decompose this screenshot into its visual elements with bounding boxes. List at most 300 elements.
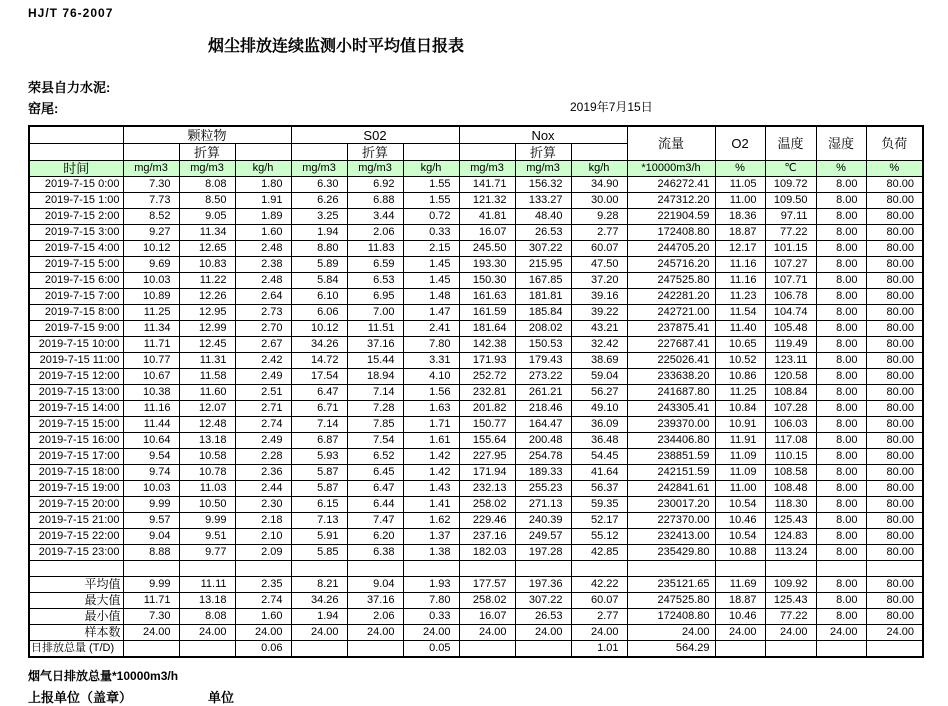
value-cell: 6.44	[347, 497, 403, 513]
value-cell: 1.60	[235, 225, 291, 241]
daily-total-label: 日排放总量 (T/D)	[29, 641, 123, 658]
value-cell: 201.82	[459, 401, 515, 417]
value-cell: 171.94	[459, 465, 515, 481]
value-cell: 179.43	[515, 353, 571, 369]
value-cell: 1.94	[291, 225, 347, 241]
value-cell: 8.00	[816, 273, 866, 289]
company-name: 荣县自力水泥:	[28, 80, 111, 95]
summary-row	[29, 609, 923, 625]
value-cell: 117.08	[765, 433, 816, 449]
summary-value-cell: 37.16	[347, 593, 403, 609]
value-cell: 249.57	[515, 529, 571, 545]
value-cell: 221904.59	[627, 209, 715, 225]
value-cell: 97.11	[765, 209, 816, 225]
unit-label: 单位	[208, 690, 235, 705]
value-cell: 6.71	[291, 401, 347, 417]
data-row	[29, 289, 923, 305]
unit-cell: %	[866, 161, 923, 177]
summary-label: 样本数	[29, 625, 123, 641]
value-cell: 8.88	[123, 545, 179, 561]
value-cell: 241687.80	[627, 385, 715, 401]
value-cell: 245.50	[459, 241, 515, 257]
value-cell: 80.00	[866, 337, 923, 353]
unit-cell: %	[816, 161, 866, 177]
value-cell: 2.67	[235, 337, 291, 353]
value-cell: 8.00	[816, 417, 866, 433]
value-cell: 2.71	[235, 401, 291, 417]
data-row	[29, 513, 923, 529]
value-cell: 80.00	[866, 465, 923, 481]
value-cell: 1.38	[403, 545, 459, 561]
value-cell: 1.80	[235, 177, 291, 193]
value-cell: 11.23	[715, 289, 765, 305]
value-cell: 6.59	[347, 257, 403, 273]
summary-value-cell: 16.07	[459, 609, 515, 625]
time-cell: 2019-7-15 11:00	[29, 353, 123, 369]
value-cell: 242721.00	[627, 305, 715, 321]
value-cell: 172408.80	[627, 225, 715, 241]
summary-value-cell: 8.08	[179, 609, 235, 625]
footer	[28, 667, 948, 703]
value-cell: 8.00	[816, 305, 866, 321]
summary-label: 最小值	[29, 609, 123, 625]
data-row	[29, 337, 923, 353]
summary-value-cell: 11.11	[179, 577, 235, 593]
summary-value-cell: 247525.80	[627, 593, 715, 609]
value-cell: 36.48	[571, 433, 627, 449]
subline	[28, 98, 948, 114]
time-cell: 2019-7-15 2:00	[29, 209, 123, 225]
value-cell: 208.02	[515, 321, 571, 337]
summary-value-cell: 197.36	[515, 577, 571, 593]
value-cell: 10.50	[179, 497, 235, 513]
value-cell: 16.07	[459, 225, 515, 241]
value-cell: 106.03	[765, 417, 816, 433]
value-cell: 232.13	[459, 481, 515, 497]
value-cell: 39.16	[571, 289, 627, 305]
summary-value-cell: 10.46	[715, 609, 765, 625]
summary-value-cell	[715, 641, 765, 658]
spacer-cell	[459, 144, 515, 161]
value-cell: 1.43	[403, 481, 459, 497]
value-cell: 12.48	[179, 417, 235, 433]
value-cell: 2.49	[235, 433, 291, 449]
doc-standard-code: HJ/T 76-2007	[28, 6, 114, 20]
value-cell: 8.00	[816, 513, 866, 529]
value-cell: 104.74	[765, 305, 816, 321]
value-cell: 2.48	[235, 273, 291, 289]
summary-value-cell: 24.00	[571, 625, 627, 641]
value-cell: 2.74	[235, 417, 291, 433]
value-cell: 10.46	[715, 513, 765, 529]
unit-cell: mg/m3	[347, 161, 403, 177]
empty-cell	[571, 561, 627, 577]
value-cell: 80.00	[866, 193, 923, 209]
value-cell: 9.54	[123, 449, 179, 465]
value-cell: 2.18	[235, 513, 291, 529]
summary-label: 最大值	[29, 593, 123, 609]
summary-value-cell: 109.92	[765, 577, 816, 593]
value-cell: 6.95	[347, 289, 403, 305]
value-cell: 10.77	[123, 353, 179, 369]
summary-value-cell: 1.01	[571, 641, 627, 658]
value-cell: 7.73	[123, 193, 179, 209]
value-cell: 113.24	[765, 545, 816, 561]
value-cell: 8.08	[179, 177, 235, 193]
value-cell: 232413.00	[627, 529, 715, 545]
data-row	[29, 529, 923, 545]
unit-cell: mg/m3	[123, 161, 179, 177]
value-cell: 108.58	[765, 465, 816, 481]
value-cell: 237.16	[459, 529, 515, 545]
value-cell: 133.27	[515, 193, 571, 209]
converted-subheader: 折算	[179, 144, 235, 161]
value-cell: 6.53	[347, 273, 403, 289]
value-cell: 141.71	[459, 177, 515, 193]
value-cell: 48.40	[515, 209, 571, 225]
empty-cell	[403, 561, 459, 577]
value-cell: 11.05	[715, 177, 765, 193]
value-cell: 109.72	[765, 177, 816, 193]
value-cell: 108.48	[765, 481, 816, 497]
summary-value-cell: 24.00	[816, 625, 866, 641]
value-cell: 7.00	[347, 305, 403, 321]
value-cell: 5.85	[291, 545, 347, 561]
empty-cell	[179, 561, 235, 577]
summary-value-cell: 1.93	[403, 577, 459, 593]
value-cell: 10.03	[123, 481, 179, 497]
value-cell: 1.61	[403, 433, 459, 449]
value-cell: 8.00	[816, 545, 866, 561]
unit-cell: kg/h	[403, 161, 459, 177]
value-cell: 150.77	[459, 417, 515, 433]
converted-subheader: 折算	[347, 144, 403, 161]
value-cell: 15.44	[347, 353, 403, 369]
summary-value-cell: 235121.65	[627, 577, 715, 593]
summary-value-cell	[459, 641, 515, 658]
value-cell: 5.87	[291, 481, 347, 497]
empty-cell	[627, 561, 715, 577]
value-cell: 80.00	[866, 449, 923, 465]
summary-value-cell: 9.04	[347, 577, 403, 593]
value-cell: 171.93	[459, 353, 515, 369]
summary-value-cell: 13.18	[179, 593, 235, 609]
value-cell: 2.49	[235, 369, 291, 385]
summary-value-cell	[816, 641, 866, 658]
value-cell: 185.84	[515, 305, 571, 321]
value-cell: 7.30	[123, 177, 179, 193]
value-cell: 2.10	[235, 529, 291, 545]
value-cell: 246272.41	[627, 177, 715, 193]
value-cell: 12.07	[179, 401, 235, 417]
value-cell: 105.48	[765, 321, 816, 337]
value-cell: 11.16	[715, 273, 765, 289]
summary-value-cell: 8.00	[816, 609, 866, 625]
value-cell: 8.80	[291, 241, 347, 257]
column-header: 流量	[627, 126, 715, 161]
value-cell: 37.20	[571, 273, 627, 289]
summary-row	[29, 577, 923, 593]
value-cell: 2.70	[235, 321, 291, 337]
value-cell: 80.00	[866, 353, 923, 369]
summary-value-cell: 8.21	[291, 577, 347, 593]
value-cell: 225026.41	[627, 353, 715, 369]
value-cell: 2.51	[235, 385, 291, 401]
summary-value-cell: 125.43	[765, 593, 816, 609]
value-cell: 123.11	[765, 353, 816, 369]
value-cell: 106.78	[765, 289, 816, 305]
value-cell: 2.28	[235, 449, 291, 465]
value-cell: 2.06	[347, 225, 403, 241]
unit-cell: mg/m3	[179, 161, 235, 177]
value-cell: 101.15	[765, 241, 816, 257]
value-cell: 59.35	[571, 497, 627, 513]
value-cell: 197.28	[515, 545, 571, 561]
value-cell: 232.81	[459, 385, 515, 401]
summary-value-cell: 0.33	[403, 609, 459, 625]
value-cell: 8.00	[816, 529, 866, 545]
unit-cell: kg/h	[235, 161, 291, 177]
summary-value-cell: 24.00	[235, 625, 291, 641]
value-cell: 8.52	[123, 209, 179, 225]
value-cell: 10.83	[179, 257, 235, 273]
value-cell: 6.88	[347, 193, 403, 209]
value-cell: 56.27	[571, 385, 627, 401]
value-cell: 200.48	[515, 433, 571, 449]
value-cell: 10.91	[715, 417, 765, 433]
corner-cell	[29, 126, 123, 144]
data-row	[29, 433, 923, 449]
value-cell: 80.00	[866, 385, 923, 401]
value-cell: 10.12	[291, 321, 347, 337]
column-header: O2	[715, 126, 765, 161]
value-cell: 80.00	[866, 417, 923, 433]
value-cell: 11.03	[179, 481, 235, 497]
summary-value-cell: 177.57	[459, 577, 515, 593]
value-cell: 10.65	[715, 337, 765, 353]
column-header: 湿度	[816, 126, 866, 161]
data-row	[29, 273, 923, 289]
value-cell: 5.87	[291, 465, 347, 481]
value-cell: 307.22	[515, 241, 571, 257]
summary-value-cell: 24.00	[515, 625, 571, 641]
value-cell: 8.00	[816, 241, 866, 257]
time-cell: 2019-7-15 14:00	[29, 401, 123, 417]
summary-value-cell: 11.69	[715, 577, 765, 593]
value-cell: 10.89	[123, 289, 179, 305]
value-cell: 242281.20	[627, 289, 715, 305]
summary-value-cell: 8.00	[816, 577, 866, 593]
value-cell: 121.32	[459, 193, 515, 209]
summary-value-cell: 24.00	[403, 625, 459, 641]
value-cell: 240.39	[515, 513, 571, 529]
value-cell: 7.47	[347, 513, 403, 529]
value-cell: 56.37	[571, 481, 627, 497]
value-cell: 233638.20	[627, 369, 715, 385]
value-cell: 11.31	[179, 353, 235, 369]
value-cell: 77.22	[765, 225, 816, 241]
value-cell: 218.46	[515, 401, 571, 417]
empty-cell	[816, 561, 866, 577]
reporting-unit-label: 上报单位（盖章）	[28, 690, 133, 705]
value-cell: 1.62	[403, 513, 459, 529]
value-cell: 18.36	[715, 209, 765, 225]
empty-cell	[347, 561, 403, 577]
value-cell: 11.09	[715, 449, 765, 465]
value-cell: 5.84	[291, 273, 347, 289]
value-cell: 9.77	[179, 545, 235, 561]
value-cell: 1.48	[403, 289, 459, 305]
value-cell: 271.13	[515, 497, 571, 513]
value-cell: 155.64	[459, 433, 515, 449]
value-cell: 34.90	[571, 177, 627, 193]
value-cell: 9.74	[123, 465, 179, 481]
value-cell: 109.50	[765, 193, 816, 209]
value-cell: 4.10	[403, 369, 459, 385]
spacer-row	[29, 561, 923, 577]
value-cell: 6.47	[291, 385, 347, 401]
value-cell: 1.42	[403, 465, 459, 481]
value-cell: 37.16	[347, 337, 403, 353]
summary-value-cell: 77.22	[765, 609, 816, 625]
summary-value-cell: 258.02	[459, 593, 515, 609]
summary-value-cell	[291, 641, 347, 658]
value-cell: 181.64	[459, 321, 515, 337]
value-cell: 2.38	[235, 257, 291, 273]
value-cell: 10.78	[179, 465, 235, 481]
empty-cell	[235, 561, 291, 577]
data-row	[29, 465, 923, 481]
value-cell: 80.00	[866, 225, 923, 241]
value-cell: 8.00	[816, 209, 866, 225]
value-cell: 80.00	[866, 497, 923, 513]
time-cell: 2019-7-15 23:00	[29, 545, 123, 561]
value-cell: 12.99	[179, 321, 235, 337]
time-cell: 2019-7-15 17:00	[29, 449, 123, 465]
value-cell: 11.40	[715, 321, 765, 337]
data-row	[29, 449, 923, 465]
monitor-location: 窑尾:	[28, 101, 59, 116]
value-cell: 7.14	[347, 385, 403, 401]
value-cell: 11.51	[347, 321, 403, 337]
value-cell: 8.00	[816, 369, 866, 385]
data-row	[29, 321, 923, 337]
time-cell: 2019-7-15 5:00	[29, 257, 123, 273]
value-cell: 10.54	[715, 529, 765, 545]
value-cell: 1.45	[403, 257, 459, 273]
value-cell: 36.09	[571, 417, 627, 433]
data-row	[29, 369, 923, 385]
value-cell: 261.21	[515, 385, 571, 401]
value-cell: 2.09	[235, 545, 291, 561]
value-cell: 6.15	[291, 497, 347, 513]
value-cell: 247525.80	[627, 273, 715, 289]
summary-value-cell: 7.30	[123, 609, 179, 625]
value-cell: 1.63	[403, 401, 459, 417]
value-cell: 11.44	[123, 417, 179, 433]
value-cell: 3.31	[403, 353, 459, 369]
value-cell: 54.45	[571, 449, 627, 465]
value-cell: 10.03	[123, 273, 179, 289]
value-cell: 10.38	[123, 385, 179, 401]
value-cell: 8.00	[816, 177, 866, 193]
value-cell: 8.00	[816, 289, 866, 305]
summary-value-cell: 2.06	[347, 609, 403, 625]
value-cell: 80.00	[866, 321, 923, 337]
value-cell: 11.09	[715, 465, 765, 481]
data-row	[29, 417, 923, 433]
value-cell: 110.15	[765, 449, 816, 465]
value-cell: 243305.41	[627, 401, 715, 417]
value-cell: 5.89	[291, 257, 347, 273]
value-cell: 182.03	[459, 545, 515, 561]
value-cell: 242151.59	[627, 465, 715, 481]
value-cell: 2.15	[403, 241, 459, 257]
value-cell: 8.50	[179, 193, 235, 209]
value-cell: 227370.00	[627, 513, 715, 529]
value-cell: 9.27	[123, 225, 179, 241]
time-cell: 2019-7-15 19:00	[29, 481, 123, 497]
data-row	[29, 401, 923, 417]
value-cell: 2.64	[235, 289, 291, 305]
value-cell: 119.49	[765, 337, 816, 353]
summary-value-cell: 1.94	[291, 609, 347, 625]
value-cell: 8.00	[816, 433, 866, 449]
summary-value-cell: 24.00	[765, 625, 816, 641]
time-cell: 2019-7-15 1:00	[29, 193, 123, 209]
value-cell: 1.55	[403, 177, 459, 193]
summary-value-cell: 24.00	[291, 625, 347, 641]
value-cell: 10.64	[123, 433, 179, 449]
value-cell: 9.99	[179, 513, 235, 529]
value-cell: 245716.20	[627, 257, 715, 273]
spacer-cell	[571, 144, 627, 161]
value-cell: 6.45	[347, 465, 403, 481]
value-cell: 11.22	[179, 273, 235, 289]
summary-value-cell	[347, 641, 403, 658]
value-cell: 193.30	[459, 257, 515, 273]
value-cell: 11.58	[179, 369, 235, 385]
data-row	[29, 225, 923, 241]
value-cell: 7.28	[347, 401, 403, 417]
value-cell: 43.21	[571, 321, 627, 337]
converted-subheader: 折算	[515, 144, 571, 161]
summary-value-cell: 9.99	[123, 577, 179, 593]
value-cell: 167.85	[515, 273, 571, 289]
report-date: 2019年7月15日	[570, 100, 653, 114]
data-row	[29, 209, 923, 225]
report-title: 烟尘排放连续监测小时平均值日报表	[208, 38, 465, 55]
summary-value-cell	[179, 641, 235, 658]
value-cell: 8.00	[816, 225, 866, 241]
value-cell: 12.45	[179, 337, 235, 353]
value-cell: 10.58	[179, 449, 235, 465]
data-row	[29, 545, 923, 561]
data-row	[29, 177, 923, 193]
corner-cell	[29, 144, 123, 161]
footer-row	[28, 687, 948, 703]
value-cell: 14.72	[291, 353, 347, 369]
empty-cell	[866, 561, 923, 577]
value-cell: 6.47	[347, 481, 403, 497]
value-cell: 118.30	[765, 497, 816, 513]
value-cell: 49.10	[571, 401, 627, 417]
value-cell: 8.00	[816, 481, 866, 497]
value-cell: 80.00	[866, 305, 923, 321]
empty-cell	[459, 561, 515, 577]
value-cell: 6.26	[291, 193, 347, 209]
value-cell: 107.71	[765, 273, 816, 289]
